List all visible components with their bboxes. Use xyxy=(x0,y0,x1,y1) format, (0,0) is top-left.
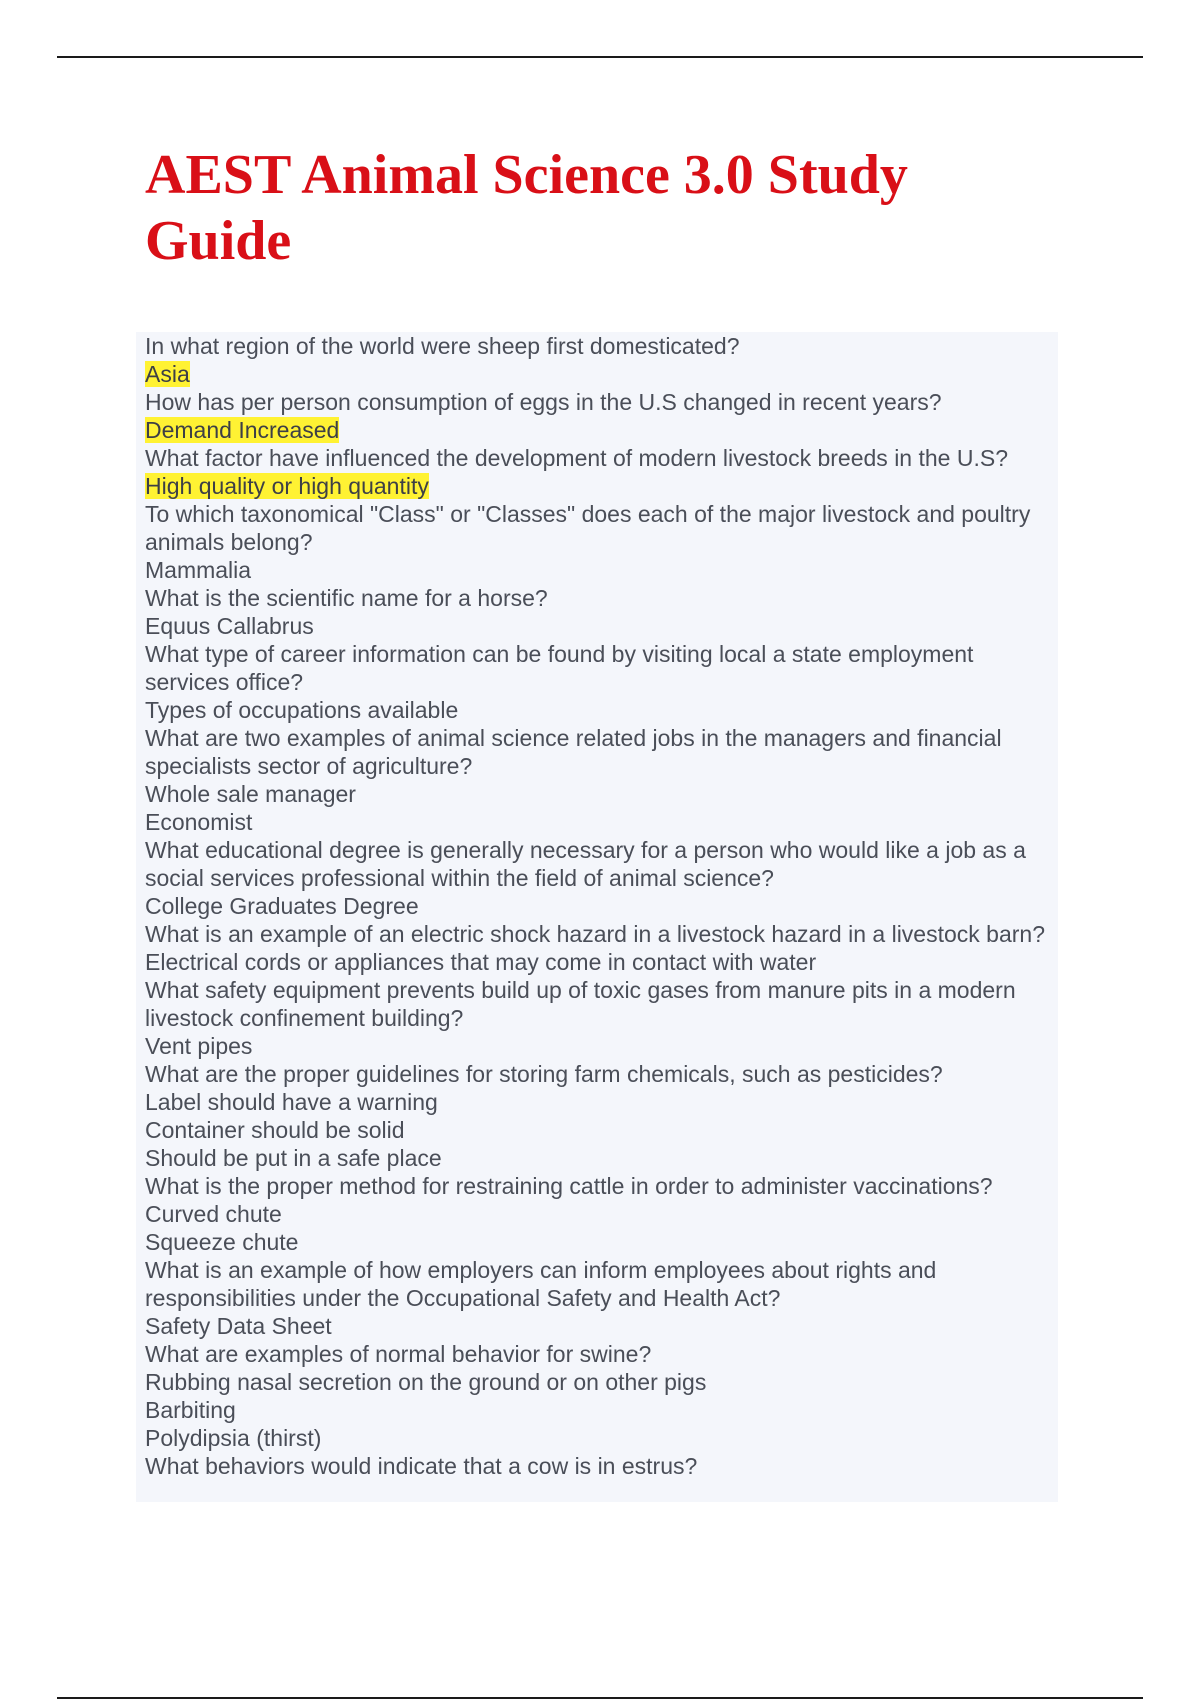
line-text: Polydipsia (thirst) xyxy=(145,1425,322,1451)
line-text: What safety equipment prevents build up of toxic gases from manure pits in a modern livestock confinement building? xyxy=(145,977,1016,1031)
study-guide-line xyxy=(145,836,1060,892)
study-guide-line xyxy=(145,1452,1060,1480)
line-text: To which taxonomical "Class" or "Classes" does each of the major livestock and poultry animals belong? xyxy=(145,501,1031,555)
top-rule xyxy=(57,56,1143,58)
highlighted-answer-line xyxy=(145,360,1060,388)
line-text: Asia xyxy=(145,361,190,387)
study-guide-line xyxy=(145,584,1060,612)
highlighted-answer-line xyxy=(145,416,1060,444)
study-guide-line xyxy=(145,948,1060,976)
study-guide-line xyxy=(145,696,1060,724)
line-text: Safety Data Sheet xyxy=(145,1313,332,1339)
line-text: What are the proper guidelines for storing farm chemicals, such as pesticides? xyxy=(145,1061,943,1087)
study-guide-line xyxy=(145,892,1060,920)
qa-list xyxy=(145,332,1058,1480)
line-text: What factor have influenced the development of modern livestock breeds in the U.S? xyxy=(145,445,1008,471)
study-guide-line xyxy=(145,1088,1060,1116)
line-text: Demand Increased xyxy=(145,417,340,443)
study-guide-line xyxy=(145,444,1060,472)
line-text: Vent pipes xyxy=(145,1033,253,1059)
study-guide-line xyxy=(145,780,1060,808)
line-text: High quality or high quantity xyxy=(145,473,429,499)
study-guide-line xyxy=(145,1060,1060,1088)
line-text: What are examples of normal behavior for swine? xyxy=(145,1341,652,1367)
line-text: Squeeze chute xyxy=(145,1229,299,1255)
study-guide-line xyxy=(145,1424,1060,1452)
line-text: Label should have a warning xyxy=(145,1089,438,1115)
document-title: AEST Animal Science 3.0 Study Guide xyxy=(145,144,908,272)
study-guide-line xyxy=(145,1032,1060,1060)
line-text: Economist xyxy=(145,809,253,835)
line-text: What educational degree is generally necessary for a person who would like a job as a social services professional within the field of animal science? xyxy=(145,837,1026,891)
study-guide-line xyxy=(145,1116,1060,1144)
study-guide-line xyxy=(145,1200,1060,1228)
line-text: What is an example of how employers can inform employees about rights and responsibilities under the Occupational Safety and Health Act? xyxy=(145,1257,937,1311)
line-text: What type of career information can be found by visiting local a state employment services office? xyxy=(145,641,974,695)
line-text: College Graduates Degree xyxy=(145,893,419,919)
study-guide-line xyxy=(145,1144,1060,1172)
line-text: Curved chute xyxy=(145,1201,282,1227)
study-guide-line xyxy=(145,1340,1060,1368)
study-guide-line xyxy=(145,724,1060,780)
bottom-rule xyxy=(57,1697,1143,1699)
line-text: Rubbing nasal secretion on the ground or on other pigs xyxy=(145,1369,707,1395)
line-text: In what region of the world were sheep first domesticated? xyxy=(145,333,740,359)
line-text: Should be put in a safe place xyxy=(145,1145,442,1171)
study-guide-line xyxy=(145,1312,1060,1340)
study-guide-line xyxy=(145,388,1060,416)
line-text: What is the proper method for restraining cattle in order to administer vaccinations? xyxy=(145,1173,993,1199)
line-text: Whole sale manager xyxy=(145,781,356,807)
qa-panel xyxy=(136,332,1058,1502)
study-guide-line xyxy=(145,556,1060,584)
highlighted-answer-line xyxy=(145,472,1060,500)
study-guide-line xyxy=(145,976,1060,1032)
line-text: Barbiting xyxy=(145,1397,236,1423)
study-guide-line xyxy=(145,500,1060,556)
study-guide-line xyxy=(145,1172,1060,1200)
line-text: Electrical cords or appliances that may come in contact with water xyxy=(145,949,817,975)
study-guide-line xyxy=(145,920,1060,948)
line-text: What is the scientific name for a horse? xyxy=(145,585,548,611)
study-guide-line xyxy=(145,1228,1060,1256)
line-text: How has per person consumption of eggs in the U.S changed in recent years? xyxy=(145,389,942,415)
study-guide-line xyxy=(145,332,1060,360)
line-text: Mammalia xyxy=(145,557,252,583)
line-text: What are two examples of animal science related jobs in the managers and financial specialists sector of agriculture? xyxy=(145,725,1002,779)
line-text: What is an example of an electric shock hazard in a livestock hazard in a livestock barn? xyxy=(145,921,1045,947)
line-text: Equus Callabrus xyxy=(145,613,314,639)
line-text: Container should be solid xyxy=(145,1117,405,1143)
study-guide-line xyxy=(145,640,1060,696)
study-guide-line xyxy=(145,1396,1060,1424)
study-guide-line xyxy=(145,1368,1060,1396)
line-text: Types of occupations available xyxy=(145,697,459,723)
study-guide-line xyxy=(145,1256,1060,1312)
study-guide-line xyxy=(145,612,1060,640)
line-text: What behaviors would indicate that a cow is in estrus? xyxy=(145,1453,698,1479)
study-guide-line xyxy=(145,808,1060,836)
